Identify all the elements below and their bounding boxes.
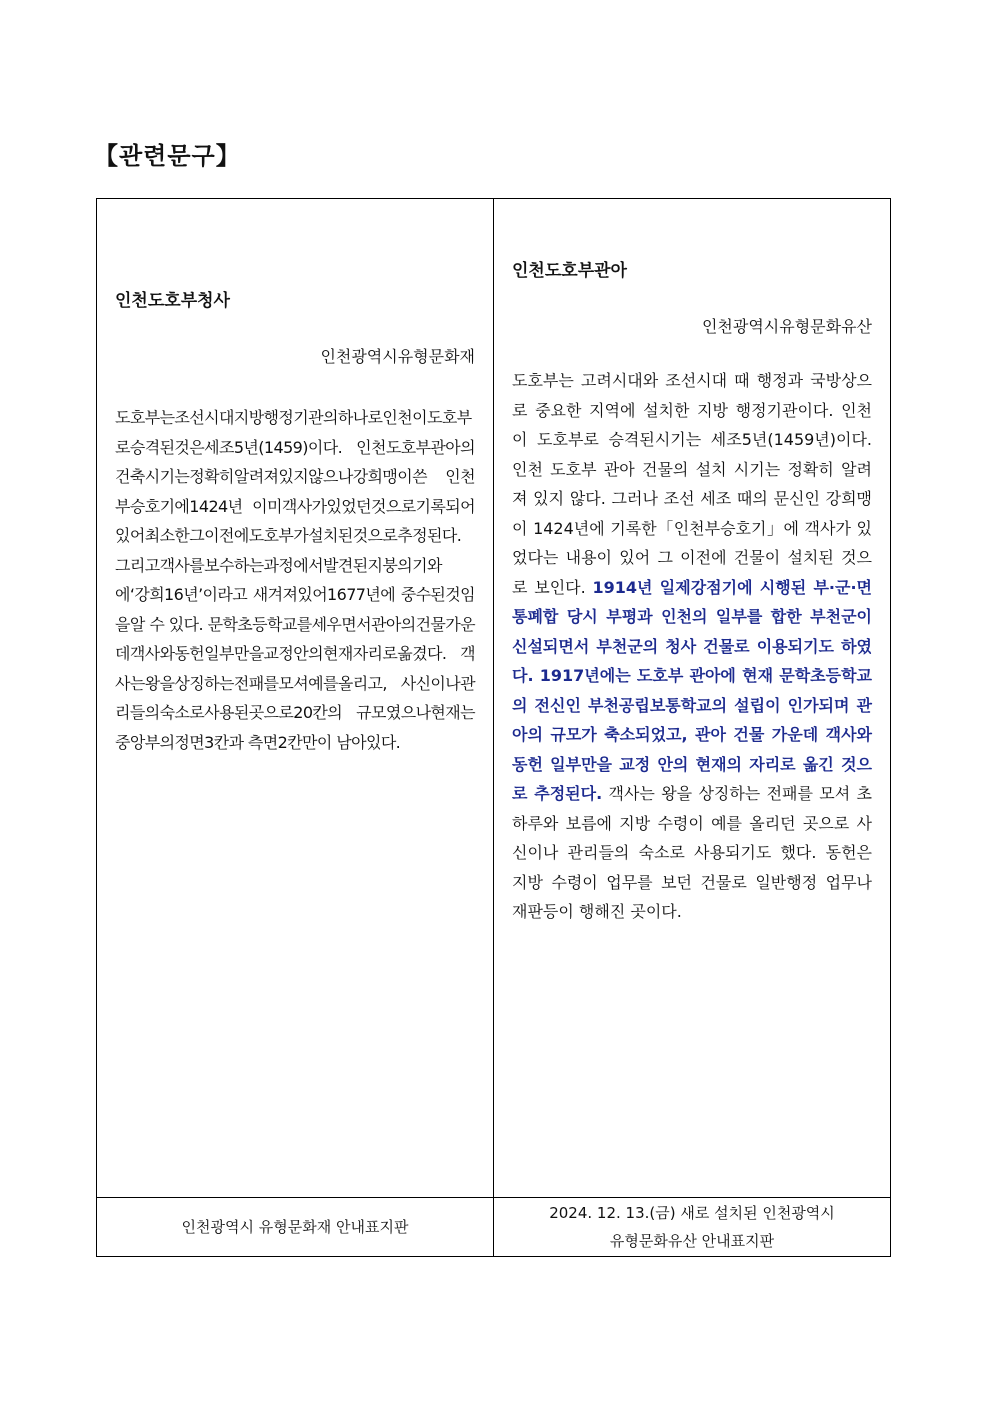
- new-sign-text: [512, 366, 872, 927]
- new-sign-highlighted-text: 1914년 일제강점기에 시행된 부·군·면 통폐합 당시 부평과 인천의 일부를 합한 부천군이 신설되면서 부천군의 청사 건물로 이용되기도 하였다. 1917년에는 도호부 관아에 현재 문학초등학교의 전신인 부천공립보통학교의 설립이 인가되며 관아의 규모가 축소되었고, 관아 건물 가운데 객사와 동헌 일부만을 교정 안의 현재의 자리로 옮긴 것으로 추정된다.: [512, 577, 872, 803]
- new-sign-designation: 인천광역시유형문화유산: [701, 317, 872, 336]
- old-sign-title: 인천도호부청사: [115, 291, 230, 311]
- new-sign-caption-line1: 2024. 12. 13.(금) 새로 설치된 인천광역시: [549, 1204, 835, 1222]
- new-sign-title: 인천도호부관아: [512, 261, 627, 281]
- new-sign-caption-line2: 유형문화유산 안내표지판: [609, 1232, 775, 1250]
- new-sign-caption: [494, 1198, 891, 1257]
- comparison-table: [96, 198, 891, 1257]
- old-sign-cell: [97, 199, 494, 1198]
- content-row: [97, 199, 891, 1198]
- new-sign-text-part2: 객사는 왕을 상징하는 전패를 모셔 초하루와 보름에 지방 수령이 예를 올리던 곳으로 사신이나 관리들의 숙소로 사용되기도 했다. 동헌은 지방 수령이 업무를 보던 건물로 일반행정 업무나 재판등이 행해진 곳이다.: [512, 784, 872, 921]
- old-sign-designation: 인천광역시유형문화재: [320, 347, 475, 366]
- new-sign-cell: [494, 199, 891, 1198]
- new-sign-text-part1: 도호부는 고려시대와 조선시대 때 행정과 국방상으로 중요한 지역에 설치한 지방 행정기관이다. 인천이 도호부로 승격된시기는 세조5년(1459년)이다. 인천 도호부 관아 건물의 설치 시기는 정확히 알려져 있지 않다. 그러나 조선 세조 때의 문신인 강희맹이 1424년에 기록한「인천부승호기」에 객사가 있었다는 내용이 있어 그 이전에 건물이 설치된 것으로 보인다.: [512, 371, 872, 597]
- page-heading: 【관련문구】: [94, 142, 241, 170]
- caption-row: [97, 1198, 891, 1257]
- old-sign-caption: [97, 1198, 494, 1257]
- old-sign-caption-text: 인천광역시 유형문화재 안내표지판: [181, 1218, 409, 1236]
- old-sign-text: 도호부는조선시대지방행정기관의하나로인천이도호부로승격된것은세조5년(1459)이다. 인천도호부관아의건축시기는정확히알려져있지않으나강희맹이쓴 인천부승호기에1424년 이미객사가있었던것으로기록되어있어최소한그이전에도호부가설치된것으로추정된다. 그리고객사를보수하는과정에서발견된지붕의기와에‘강희16년’이라고 새겨져있어1677년에 중수된것임을알 수 있다. 문학초등학교를세우면서관아의건물가운데객사와동헌일부만을교정안의현재자리로옮겼다. 객사는왕을상징하는전패를모셔예를올리고, 사신이나관리들의숙소로사용된곳으로20칸의 규모였으나현재는중앙부의정면3칸과 측면2칸만이 남아있다.: [115, 408, 475, 752]
